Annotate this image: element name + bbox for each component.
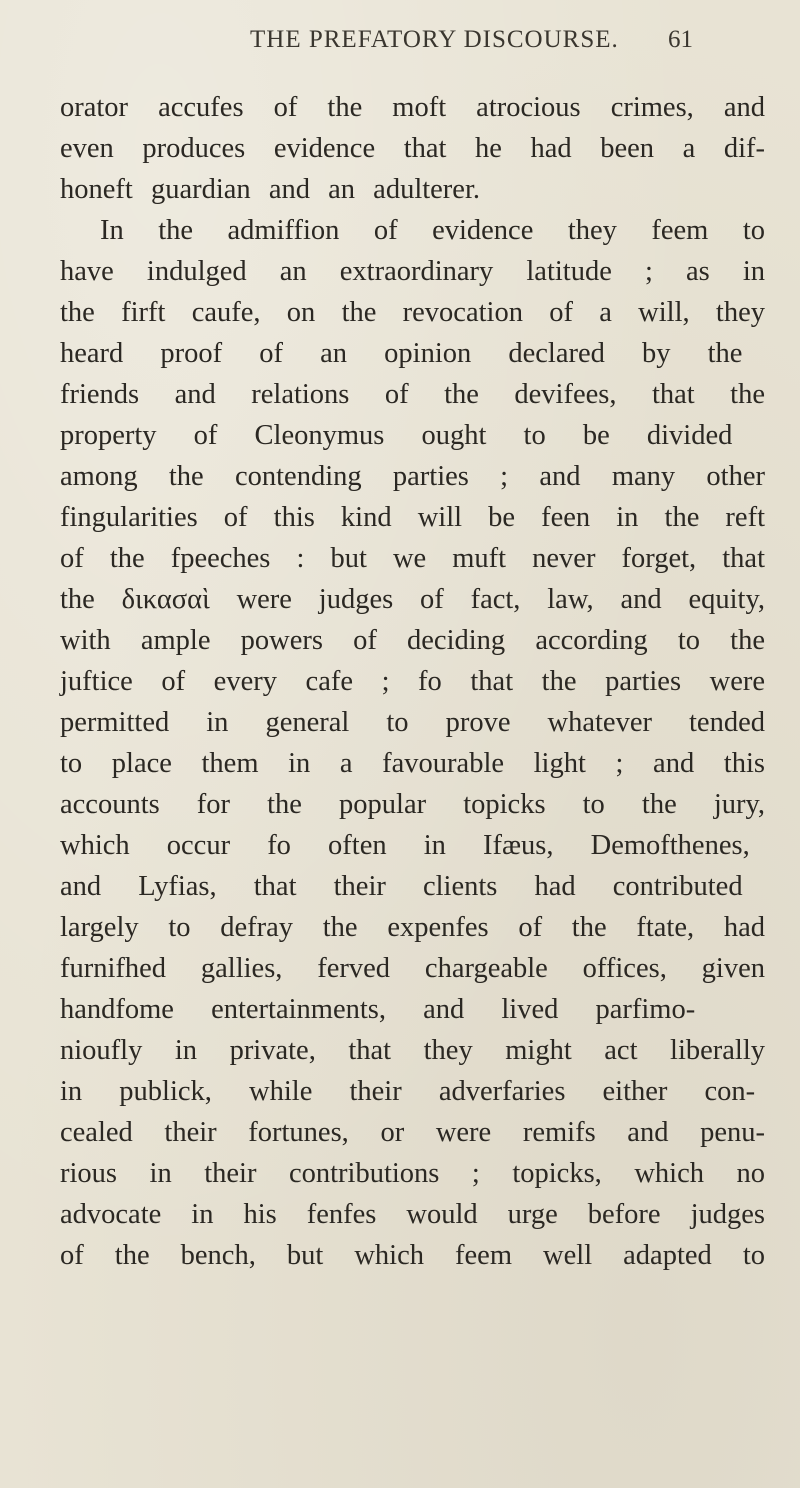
text-line: honeft guardian and an adulterer. [60,174,480,205]
text-line: which occur fo often in Ifæus, Demofthenes, [60,830,750,861]
text-line: handfome entertainments, and lived parfimo- [60,994,696,1025]
text-line: fingularities of this kind will be feen in the reft [60,502,765,533]
text-line: furnifhed gallies, ferved chargeable offices, given [60,953,765,984]
text-line: juftice of every cafe ; fo that the parties were [60,666,765,697]
text-line: friends and relations of the devifees, that the [60,379,765,410]
running-head: THE PREFATORY DISCOURSE. [250,26,619,53]
text-line: the firft caufe, on the revocation of a will, they [60,297,765,328]
text-line: In the admiffion of evidence they feem to [100,215,765,246]
text-line: heard proof of an opinion declared by the [60,338,743,369]
text-line: property of Cleonymus ought to be divided [60,420,733,451]
text-line: and Lyfias, that their clients had contributed [60,871,743,902]
text-line: of the fpeeches : but we muft never forget, that [60,543,765,574]
page-header [0,22,800,62]
text-line: to place them in a favourable light ; and this [60,748,765,779]
text-line: in publick, while their adverfaries either con- [60,1076,756,1107]
text-line: orator accufes of the moft atrocious crimes, and [60,92,765,123]
text-line: largely to defray the expenfes of the ftate, had [60,912,765,943]
text-line: permitted in general to prove whatever tended [60,707,765,738]
text-line: among the contending parties ; and many other [60,461,765,492]
text-line: cealed their fortunes, or were remifs and penu- [60,1117,765,1148]
text-line: advocate in his fenfes would urge before judges [60,1199,765,1230]
text-line: nioufly in private, that they might act liberally [60,1035,765,1066]
text-line: rious in their contributions ; topicks, which no [60,1158,765,1189]
text-line: accounts for the popular topicks to the jury, [60,789,765,820]
text-line: with ample powers of deciding according to the [60,625,765,656]
text-line: of the bench, but which feem well adapted to [60,1240,765,1271]
text-line: the δικασαὶ were judges of fact, law, and equity, [60,584,765,615]
page-number: 61 [668,26,693,53]
text-line: even produces evidence that he had been a dif- [60,133,765,164]
text-line: have indulged an extraordinary latitude ; as in [60,256,765,287]
